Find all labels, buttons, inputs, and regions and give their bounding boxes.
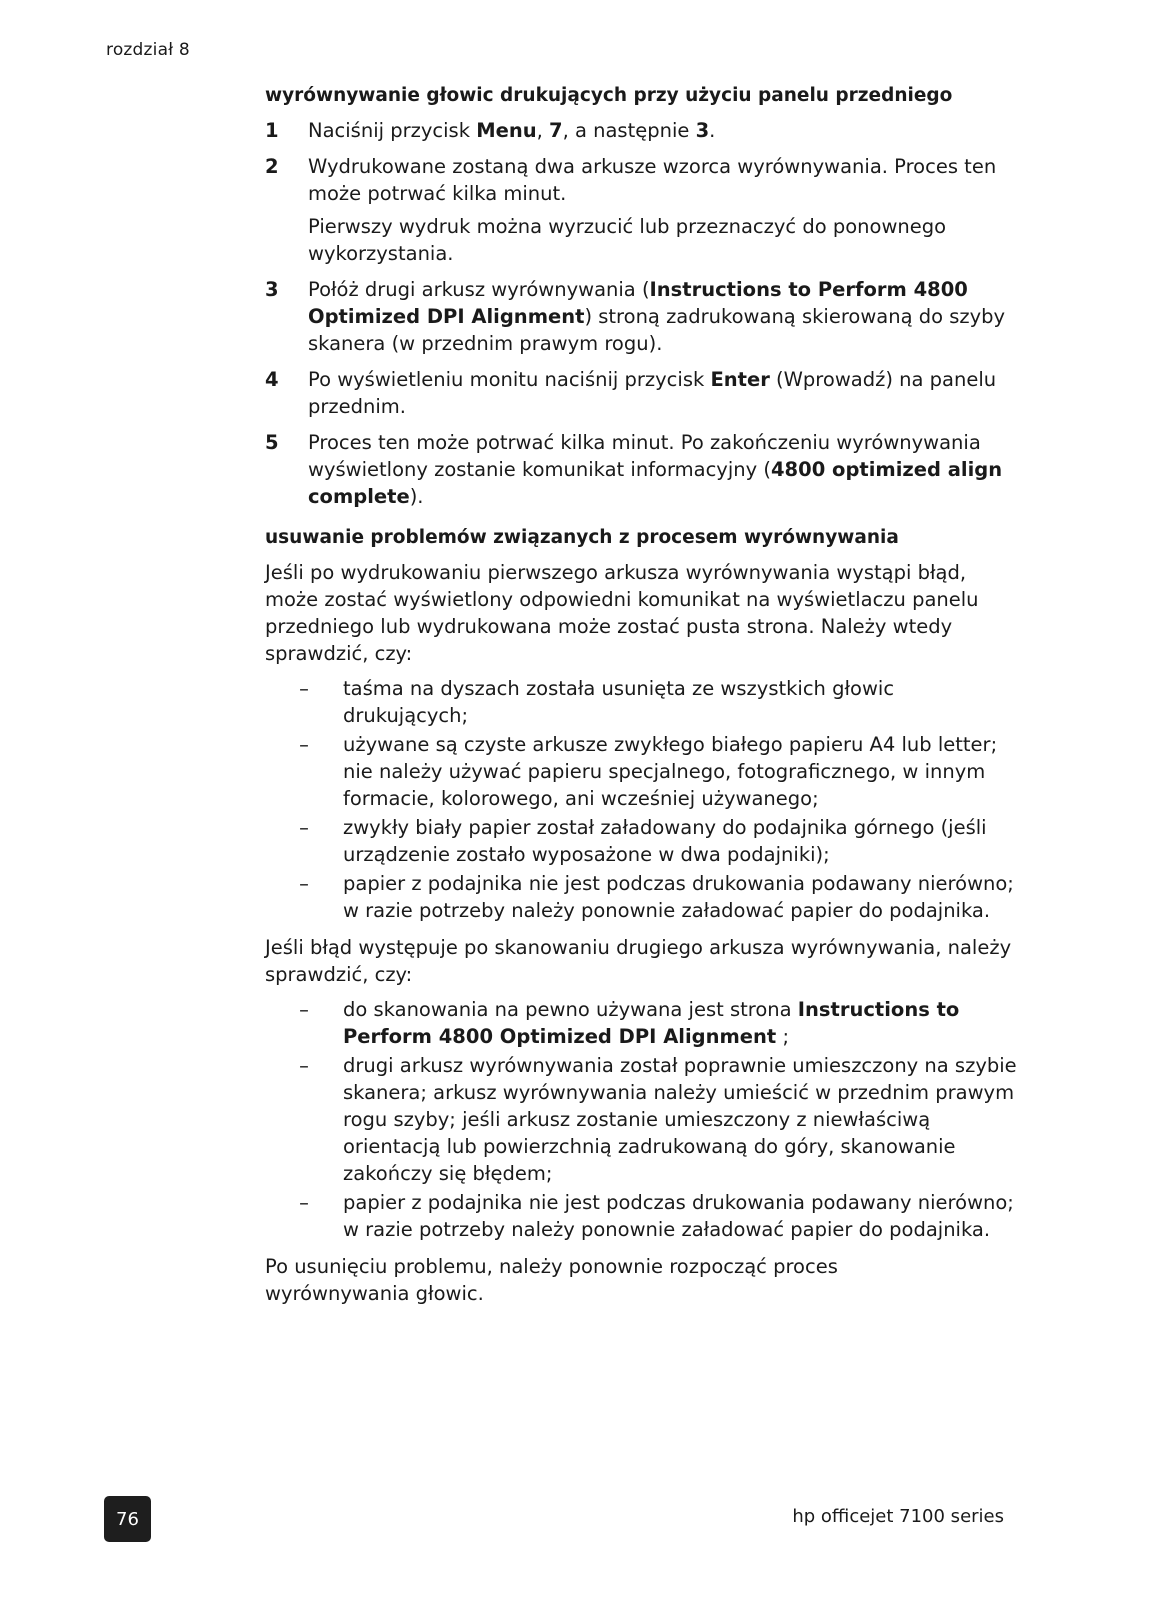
dash-bullet: – xyxy=(299,872,309,895)
dash-bullet: – xyxy=(299,816,309,839)
step-3 xyxy=(265,276,1025,357)
dash-bullet: – xyxy=(299,1191,309,1214)
list-item: – drugi arkusz wyrównywania został poprawnie umieszczony na szybie skanera; arkusz wyrównywania należy umieścić w przednim prawym rogu szyby; jeśli arkusz zostanie umieszczony z niewłaściwą orientacją lub powierzchnią zadrukowaną do góry, skanowanie zakończy się błędem; xyxy=(265,1052,1025,1187)
step-2 xyxy=(265,153,1025,267)
step-number: 3 xyxy=(265,278,279,301)
list-item: – papier z podajnika nie jest podczas drukowania podawany nierówno; w razie potrzeby należy ponownie załadować papier do podajnika. xyxy=(265,1189,1025,1243)
page-number-badge: 76 xyxy=(104,1496,151,1542)
list-item: – używane są czyste arkusze zwykłego białego papieru A4 lub letter; nie należy używać papieru specjalnego, fotograficznego, w innym formacie, kolorowego, ani wcześniej używanego; xyxy=(265,731,1025,812)
closing-paragraph: Po usunięciu problemu, należy ponownie rozpocząć proces wyrównywania głowic. xyxy=(265,1255,838,1305)
dash-bullet: – xyxy=(299,677,309,700)
step-text: Proces ten może potrwać kilka minut. Po zakończeniu wyrównywania wyświetlony zostanie komunikat informacyjny (4800 optimized align complete). xyxy=(308,431,1003,508)
step-4 xyxy=(265,366,1025,420)
dash-bullet: – xyxy=(299,998,309,1021)
step-text: Po wyświetleniu monitu naciśnij przycisk Enter (Wprowadź) na panelu przednim. xyxy=(308,368,997,418)
dash-bullet: – xyxy=(299,733,309,756)
troubleshooting-intro: Jeśli po wydrukowaniu pierwszego arkusza wyrównywania wystąpi błąd, może zostać wyświetlony odpowiedni komunikat na wyświetlaczu panelu przedniego lub wydrukowana może zostać pusta strona. Należy wtedy sprawdzić, czy: xyxy=(265,561,979,665)
step-text: Połóż drugi arkusz wyrównywania (Instructions to Perform 4800 Optimized DPI Alignment) stroną zadrukowaną skierowaną do szyby skanera (w przednim prawym rogu). xyxy=(308,278,1006,355)
section-heading-front-panel: wyrównywanie głowic drukujących przy użyciu panelu przedniego xyxy=(265,85,953,106)
dash-bullet: – xyxy=(299,1054,309,1077)
list-item: – taśma na dyszach została usunięta ze wszystkich głowic drukujących; xyxy=(265,675,1025,729)
step-1 xyxy=(265,117,1025,144)
checklist-second-sheet xyxy=(265,996,1025,1243)
list-item: – papier z podajnika nie jest podczas drukowania podawany nierówno; w razie potrzeby należy ponownie załadować papier do podajnika. xyxy=(265,870,1025,924)
section-heading-troubleshooting: usuwanie problemów związanych z procesem wyrównywania xyxy=(265,527,899,548)
page-content xyxy=(265,84,1025,1315)
step-number: 5 xyxy=(265,431,279,454)
footer-product-title: hp officejet 7100 series xyxy=(792,1506,1004,1527)
list-item: – zwykły biały papier został załadowany do podajnika górnego (jeśli urządzenie zostało wyposażone w dwa podajniki); xyxy=(265,814,1025,868)
step-number: 1 xyxy=(265,119,279,142)
checklist-first-sheet xyxy=(265,675,1025,924)
step-text: Wydrukowane zostaną dwa arkusze wzorca wyrównywania. Proces ten może potrwać kilka minut. Pierwszy wydruk można wyrzucić lub przeznaczyć do ponownego wykorzystania. xyxy=(308,155,997,265)
step-text: Naciśnij przycisk Menu, 7, a następnie 3. xyxy=(308,119,716,142)
troubleshooting-intro-second: Jeśli błąd występuje po skanowaniu drugiego arkusza wyrównywania, należy sprawdzić, czy: xyxy=(265,936,1012,986)
list-item: – do skanowania na pewno używana jest strona Instructions to Perform 4800 Optimized DPI Alignment ; xyxy=(265,996,1025,1050)
step-5 xyxy=(265,429,1025,510)
step-number: 2 xyxy=(265,155,279,178)
step-number: 4 xyxy=(265,368,279,391)
chapter-label: rozdział 8 xyxy=(106,40,190,60)
